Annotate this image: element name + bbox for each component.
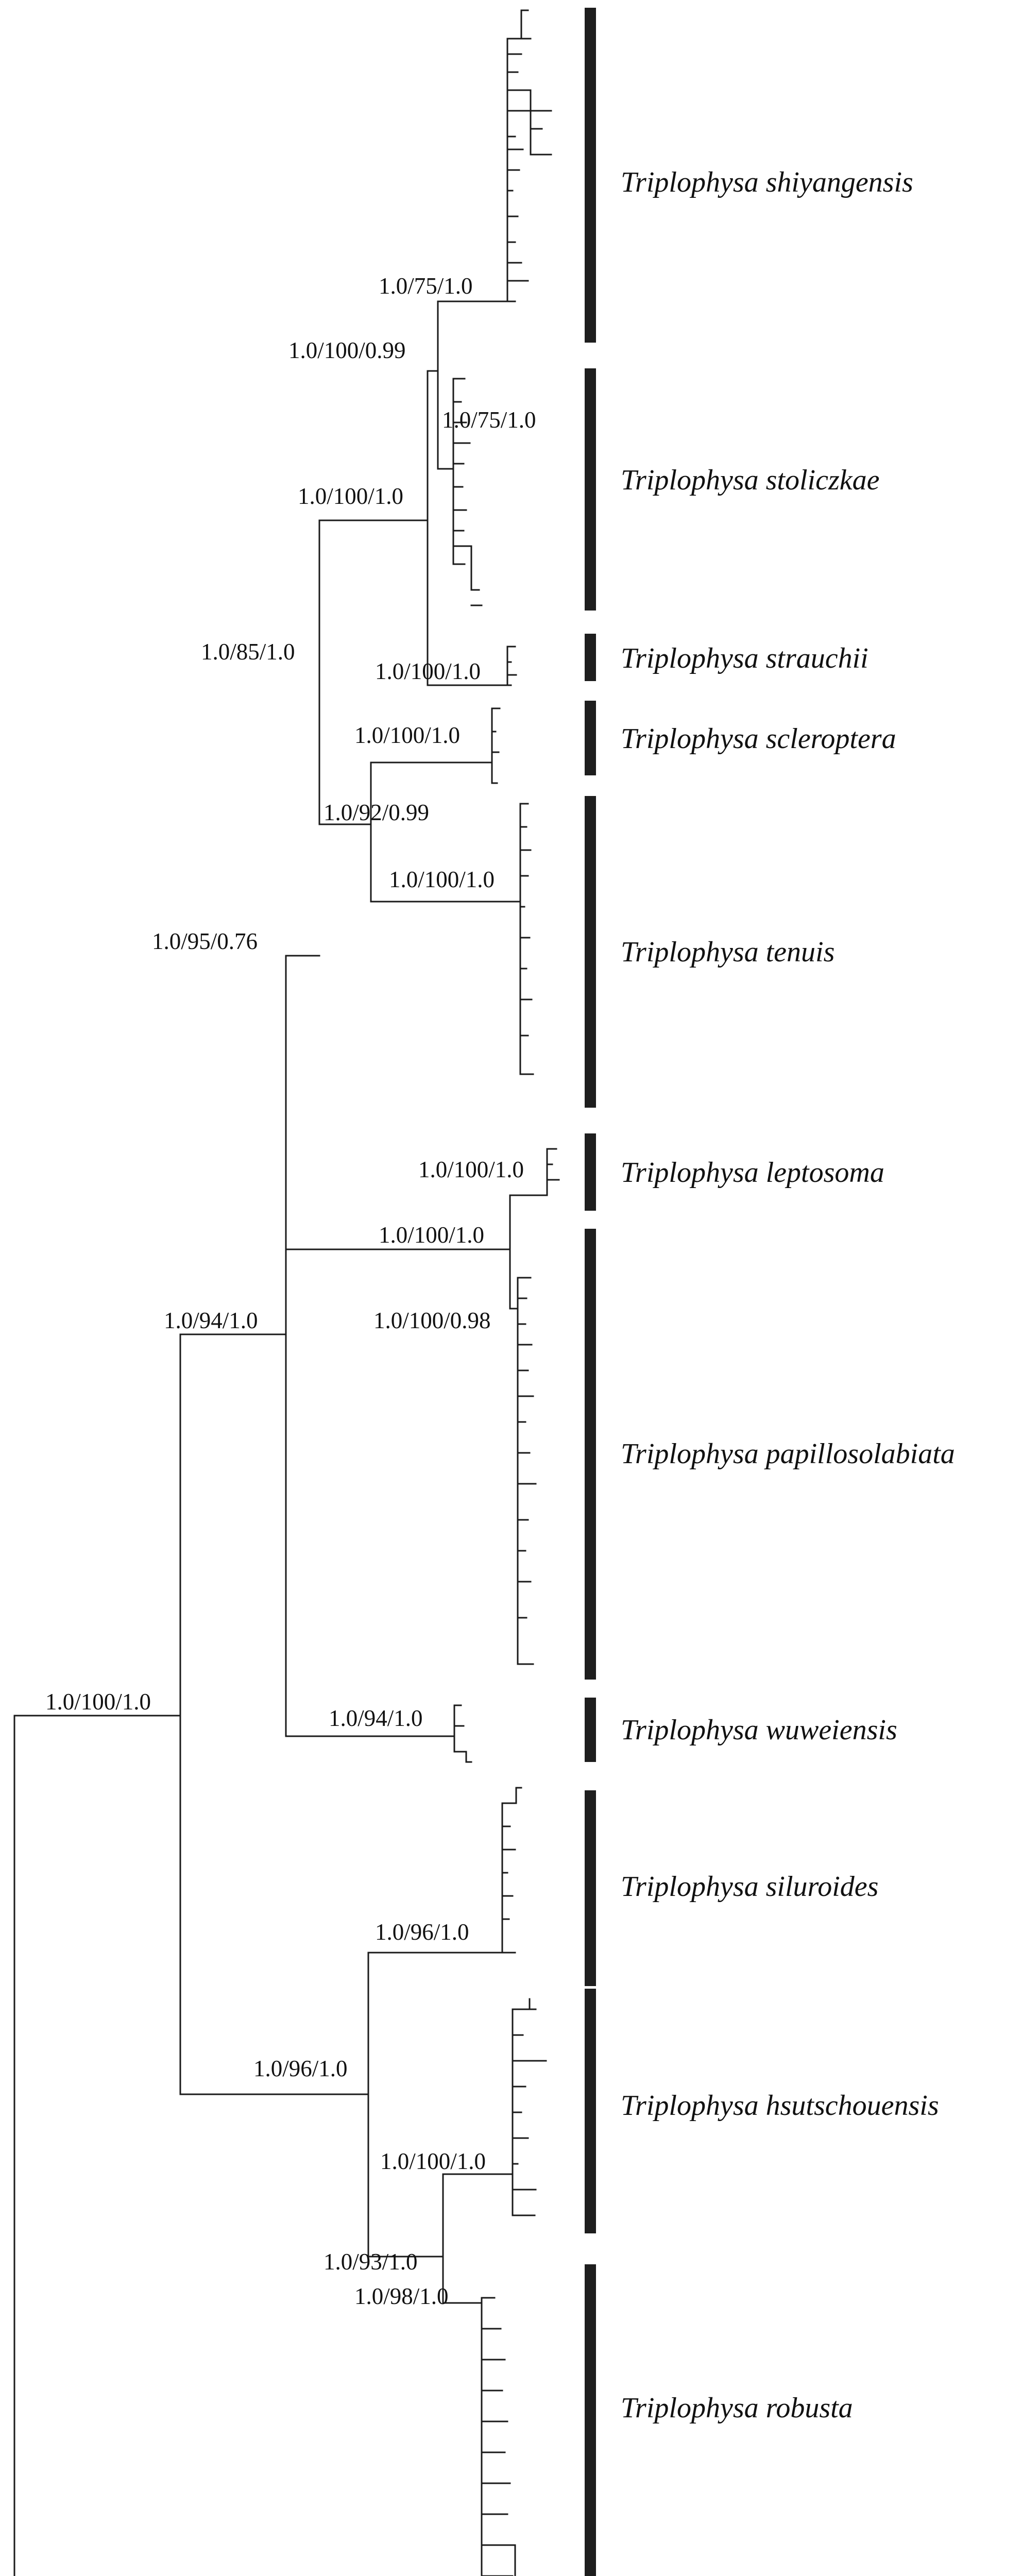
clade-bar-papillosolabiata (585, 1229, 596, 1680)
clade-bar-wuweiensis (585, 1698, 596, 1762)
support-papillosolabiata: 1.0/100/0.98 (373, 1308, 491, 1333)
support-strauchii: 1.0/100/1.0 (375, 658, 481, 684)
taxon-strauchii: Triplophysa strauchii (621, 642, 868, 674)
support-shi-sto-str: 1.0/100/1.0 (298, 483, 404, 509)
clade-tenuis-tips (520, 804, 533, 1074)
support-ingroup: 1.0/94/1.0 (164, 1308, 258, 1333)
support-lep-pap: 1.0/100/1.0 (379, 1222, 485, 1248)
clade-robusta-tips (482, 2298, 547, 2576)
clade-leptosoma-tips (547, 1149, 559, 1195)
taxon-wuweiensis: Triplophysa wuweiensis (621, 1714, 897, 1746)
support-tenuis: 1.0/100/1.0 (389, 867, 495, 892)
clade-bar-hsutschouensis (585, 1989, 596, 2233)
clade-scleroptera-tips (492, 708, 500, 783)
support-labels (45, 273, 536, 2309)
clade-wuweiensis-tips (454, 1705, 471, 1762)
taxon-siluroides: Triplophysa siluroides (621, 1871, 879, 1903)
clade-bars (585, 8, 597, 2576)
support-stoliczkae: 1.0/75/1.0 (442, 407, 536, 433)
support-siluroides: 1.0/96/1.0 (375, 1919, 469, 1945)
clade-bar-robusta (585, 2264, 596, 2576)
support-root: 1.0/100/1.0 (45, 1689, 151, 1715)
taxon-shiyangensis: Triplophysa shiyangensis (621, 166, 913, 198)
support-robusta: 1.0/98/1.0 (354, 2283, 449, 2309)
support-shi-sto: 1.0/100/0.99 (288, 337, 406, 363)
support-southern: 1.0/96/1.0 (253, 2056, 348, 2081)
taxon-papillosolabiata: Triplophysa papillosolabiata (621, 1438, 955, 1470)
support-scleroptera: 1.0/100/1.0 (354, 722, 461, 748)
clade-papillosolabiata-tips (518, 1278, 536, 1664)
clade-siluroides-tips (502, 1788, 521, 1953)
support-wuweiensis: 1.0/94/1.0 (329, 1705, 423, 1731)
clade-bar-shiyangensis (585, 8, 596, 343)
clade-bar-scleroptera (585, 701, 596, 775)
support-hsutschouensis: 1.0/100/1.0 (380, 2148, 486, 2174)
clade-bar-siluroides (585, 1790, 596, 1986)
support-scl-ten: 1.0/92/0.99 (323, 800, 430, 825)
clade-hsutschouensis-tips (513, 1999, 546, 2215)
support-hsu-rob: 1.0/93/1.0 (323, 2249, 418, 2275)
support-shiyangensis: 1.0/75/1.0 (379, 273, 473, 299)
support-leptosoma: 1.0/100/1.0 (418, 1157, 524, 1182)
clade-bar-stoliczkae (585, 368, 596, 611)
clade-shiyangensis-tips (507, 10, 551, 301)
clade-bar-strauchii (585, 634, 596, 681)
taxon-hsutschouensis: Triplophysa hsutschouensis (621, 2090, 939, 2122)
clade-strauchii-tips (507, 647, 516, 685)
clade-bar-tenuis (585, 796, 596, 1108)
taxon-robusta: Triplophysa robusta (621, 2392, 853, 2424)
taxon-tenuis: Triplophysa tenuis (621, 936, 835, 968)
taxon-scleroptera: Triplophysa scleroptera (621, 723, 896, 755)
support-northern: 1.0/95/0.76 (152, 928, 258, 954)
support-upper: 1.0/85/1.0 (201, 639, 295, 665)
clade-bar-leptosoma (585, 1133, 596, 1211)
taxon-labels (620, 166, 955, 2576)
taxon-leptosoma: Triplophysa leptosoma (621, 1157, 884, 1189)
taxon-stoliczkae: Triplophysa stoliczkae (621, 464, 880, 496)
